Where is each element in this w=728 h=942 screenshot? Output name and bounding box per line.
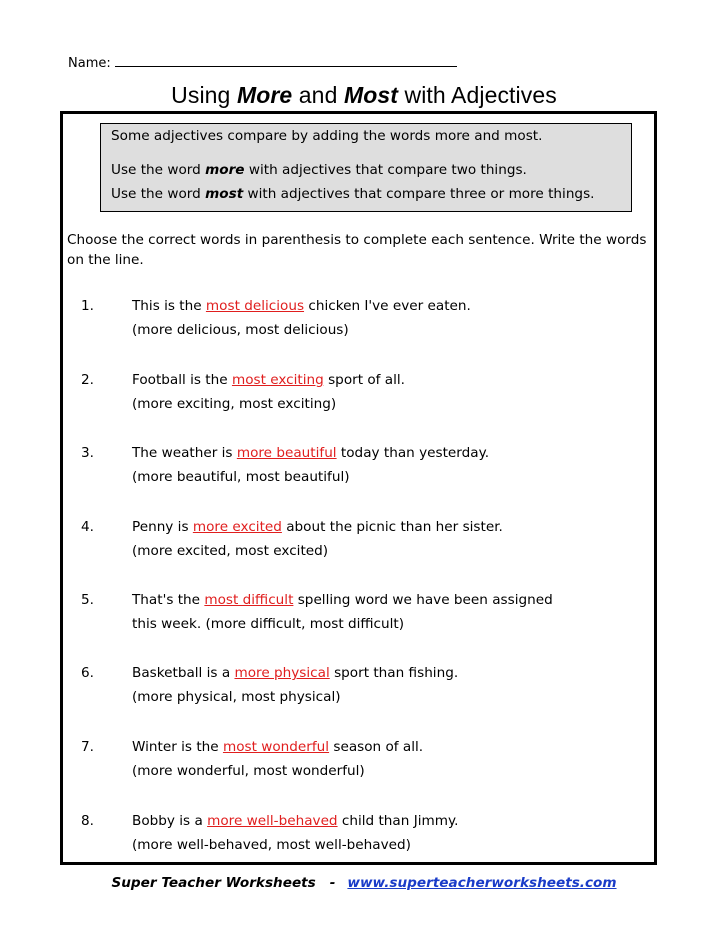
title-more: More [236,82,293,108]
title-most: Most [343,82,399,108]
question-number: 1. [81,298,94,314]
question-options: (more wonderful, most wonderful) [132,763,365,779]
answer-text[interactable]: more well-behaved [207,813,338,829]
question-number: 5. [81,592,94,608]
question-sentence: Penny is more excited about the picnic than her sister. [132,519,503,535]
question-sentence: This is the most delicious chicken I've ever eaten. [132,298,471,314]
answer-text[interactable]: more beautiful [236,445,337,461]
question-sentence: The weather is more beautiful today than yesterday. [132,445,490,461]
question-options: (more physical, most physical) [132,689,341,705]
question-options: (more exciting, most exciting) [132,396,337,412]
question-number: 7. [81,739,94,755]
question-number: 6. [81,665,94,681]
rule-line: Use the word more with adjectives that compare two things. [111,162,527,178]
name-label: Name: [68,56,111,71]
answer-text[interactable]: most wonderful [222,739,330,755]
question-options: (more delicious, most delicious) [132,322,349,338]
question-options: this week. (more difficult, most difficult) [132,616,405,632]
answer-text[interactable]: more excited [192,519,282,535]
name-blank-line[interactable] [115,54,457,67]
question-number: 4. [81,519,94,535]
question-sentence: That's the most difficult spelling word we have been assigned [132,592,553,608]
rule-keyword-most: most [205,186,244,202]
footer-brand: Super Teacher Worksheets [111,875,316,891]
rule-keyword-more: more [205,162,245,178]
question-sentence: Winter is the most wonderful season of all. [132,739,424,755]
question-sentence: Football is the most exciting sport of all. [132,372,405,388]
question-number: 2. [81,372,94,388]
footer [0,875,728,891]
answer-text[interactable]: more physical [234,665,330,681]
rule-line: Use the word most with adjectives that compare three or more things. [111,186,595,202]
title-part: and [292,82,344,108]
question-number: 8. [81,813,94,829]
answer-text[interactable]: most delicious [205,298,305,314]
answer-text[interactable]: most difficult [204,592,294,608]
footer-separator: - [329,875,336,891]
name-field [68,54,457,71]
title-part: with Adjectives [398,82,557,108]
rule-line: Some adjectives compare by adding the words more and most. [111,128,543,144]
directions: Choose the correct words in parenthesis to complete each sentence. Write the words on the line. [67,232,647,268]
question-number: 3. [81,445,94,461]
answer-text[interactable]: most exciting [231,372,324,388]
page-title [0,82,728,109]
footer-link[interactable]: www.superteacherworksheets.com [347,875,617,891]
question-options: (more well-behaved, most well-behaved) [132,837,411,853]
question-options: (more beautiful, most beautiful) [132,469,350,485]
question-options: (more excited, most excited) [132,543,329,559]
rules-box [100,123,632,212]
title-part: Using [171,82,237,108]
question-sentence: Basketball is a more physical sport than fishing. [132,665,459,681]
question-sentence: Bobby is a more well-behaved child than Jimmy. [132,813,459,829]
